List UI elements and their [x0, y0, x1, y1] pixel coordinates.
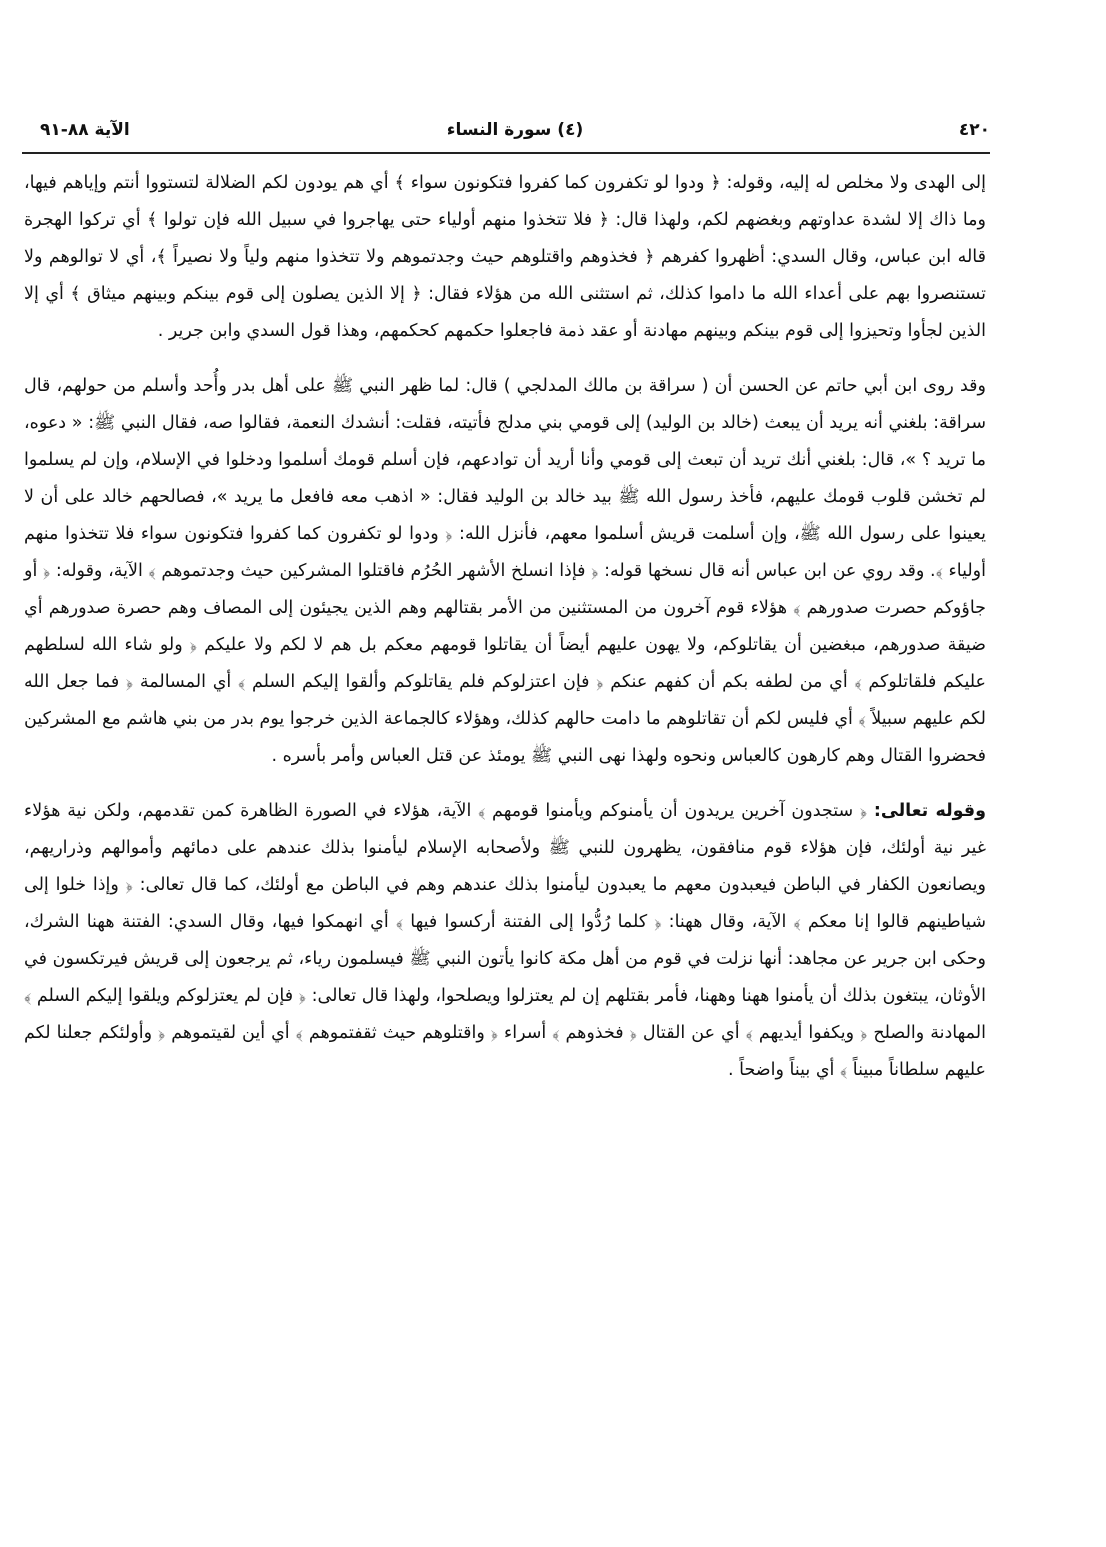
commentary-body: [24, 165, 986, 1089]
paragraph-1: إلى الهدى ولا مخلص له إليه، وقوله: ﴿ ودوا لو تكفرون كما كفروا فتكونون سواء ﴾ أي هم يودون لكم الضلالة لتستووا أنتم وإياهم فيها، وما ذاك إلا لشدة عداوتهم وبغضهم لكم، ولهذا قال: ﴿ فلا تتخذوا منهم أولياء حتى يهاجروا في سبيل الله فإن تولوا ﴾ أي تركوا الهجرة قاله ابن عباس، وقال السدي: أظهروا كفرهم ﴿ فخذوهم واقتلوهم حيث وجدتموهم ولا تتخذوا منهم ولياً ولا نصيراً ﴾، أي لا توالوهم ولا تستنصروا بهم على أعداء الله ما داموا كذلك، ثم استثنى الله من هؤلاء فقال: ﴿ إلا الذين يصلون إلى قوم بينكم وبينهم ميثاق ﴾ أي إلا الذين لجأوا وتحيزوا إلى قوم بينكم وبينهم مهادنة أو عقد ذمة فاجعلوا حكمهم كحكمهم، وهذا قول السدي وابن جرير .: [24, 173, 986, 341]
paragraph-3-text: ﴿ ستجدون آخرين يريدون أن يأمنوكم ويأمنوا قومهم ﴾ الآية، هؤلاء في الصورة الظاهرة كمن تقدمهم، ولكن نية هؤلاء غير نية أولئك، فإن هؤلاء قوم منافقون، يظهرون للنبي ﷺ ولأصحابه الإسلام ليأمنوا بذلك عندهم على دمائهم وأموالهم وذراريهم، ويصانعون الكفار في الباطن فيعبدون معهم ما يعبدون ليأمنوا بذلك عندهم وهم في الباطن مع أولئك، كما قال تعالى: ﴿ وإذا خلوا إلى شياطينهم قالوا إنا معكم ﴾ الآية، وقال ههنا: ﴿ كلما رُدُّوا إلى الفتنة أركسوا فيها ﴾ أي انهمكوا فيها، وقال السدي: الفتنة ههنا الشرك، وحكى ابن جرير عن مجاهد: أنها نزلت في قوم من أهل مكة كانوا يأتون النبي ﷺ فيسلمون رياء، ثم يرجعون إلى قريش فيرتكسون في الأوثان، يبتغون بذلك أن يأمنوا ههنا وههنا، فأمر بقتلهم إن لم يعتزلوا ويصلحوا، ولهذا قال تعالى: ﴿ فإن لم يعتزلوكم ويلقوا إليكم السلم ﴾ المهادنة والصلح ﴿ ويكفوا أيديهم ﴾ أي عن القتال ﴿ فخذوهم ﴾ أسراء ﴿ واقتلوهم حيث ثقفتموهم ﴾ أي أين لقيتموهم ﴿ وأولئكم جعلنا لكم عليهم سلطاناً مبيناً ﴾ أي بيناً واضحاً .: [24, 801, 986, 1080]
header-divider: [22, 152, 990, 154]
paragraph-2: وقد روى ابن أبي حاتم عن الحسن أن ( سراقة بن مالك المدلجي ) قال: لما ظهر النبي ﷺ على أهل بدر وأُحد وأسلم من حولهم، قال سراقة: بلغني أنه يريد أن يبعث (خالد بن الوليد) إلى قومي بني مدلج فأتيته، فقلت: أنشدك النعمة، فقالوا صه، فقال النبي ﷺ: « دعوه، ما تريد ؟ »، قال: بلغني أنك تريد أن تبعث إلى قومي وأنا أريد أن توادعهم، فإن أسلم قومك أسلموا ودخلوا في الإسلام، وإن لم يسلموا لم تخشن قلوب قومك عليهم، فأخذ رسول الله ﷺ بيد خالد بن الوليد فقال: « اذهب معه فافعل ما يريد »، فصالحهم خالد على أن لا يعينوا على رسول الله ﷺ، وإن أسلمت قريش أسلموا معهم، فأنزل الله: ﴿ ودوا لو تكفرون كما كفروا فتكونون سواء فلا تتخذوا منهم أولياء ﴾. وقد روي عن ابن عباس أنه قال نسخها قوله: ﴿ فإذا انسلخ الأشهر الحُرُم فاقتلوا المشركين حيث وجدتموهم ﴾ الآية، وقوله: ﴿ أو جاؤوكم حصرت صدورهم ﴾ هؤلاء قوم آخرون من المستثنين من الأمر بقتالهم وهم الذين يجيئون إلى المصاف وهم حصرة صدورهم أي ضيقة صدورهم، مبغضين أن يقاتلوكم، ولا يهون عليهم أيضاً أن يقاتلوا قومهم معكم بل هم لا لكم ولا عليكم ﴿ ولو شاء الله لسلطهم عليكم فلقاتلوكم ﴾ أي من لطفه بكم أن كفهم عنكم ﴿ فإن اعتزلوكم فلم يقاتلوكم وألقوا إليكم السلم ﴾ أي المسالمة ﴿ فما جعل الله لكم عليهم سبيلاً ﴾ أي فليس لكم أن تقاتلوهم ما دامت حالهم كذلك، وهؤلاء كالجماعة الذين خرجوا يوم بدر من بني هاشم مع المشركين فحضروا القتال وهم كارهون كالعباس ونحوه ولهذا نهى النبي ﷺ يومئذ عن قتل العباس وأمر بأسره .: [24, 376, 986, 766]
paragraph-3-lead: وقوله تعالى:: [873, 801, 986, 821]
running-header: [40, 118, 990, 152]
page-number: ٤٢٠: [958, 120, 990, 140]
surah-title: (٤) سورة النساء: [446, 120, 584, 140]
verse-range: الآية ٨٨-٩١: [40, 120, 130, 140]
paragraph-3: [24, 793, 986, 1089]
